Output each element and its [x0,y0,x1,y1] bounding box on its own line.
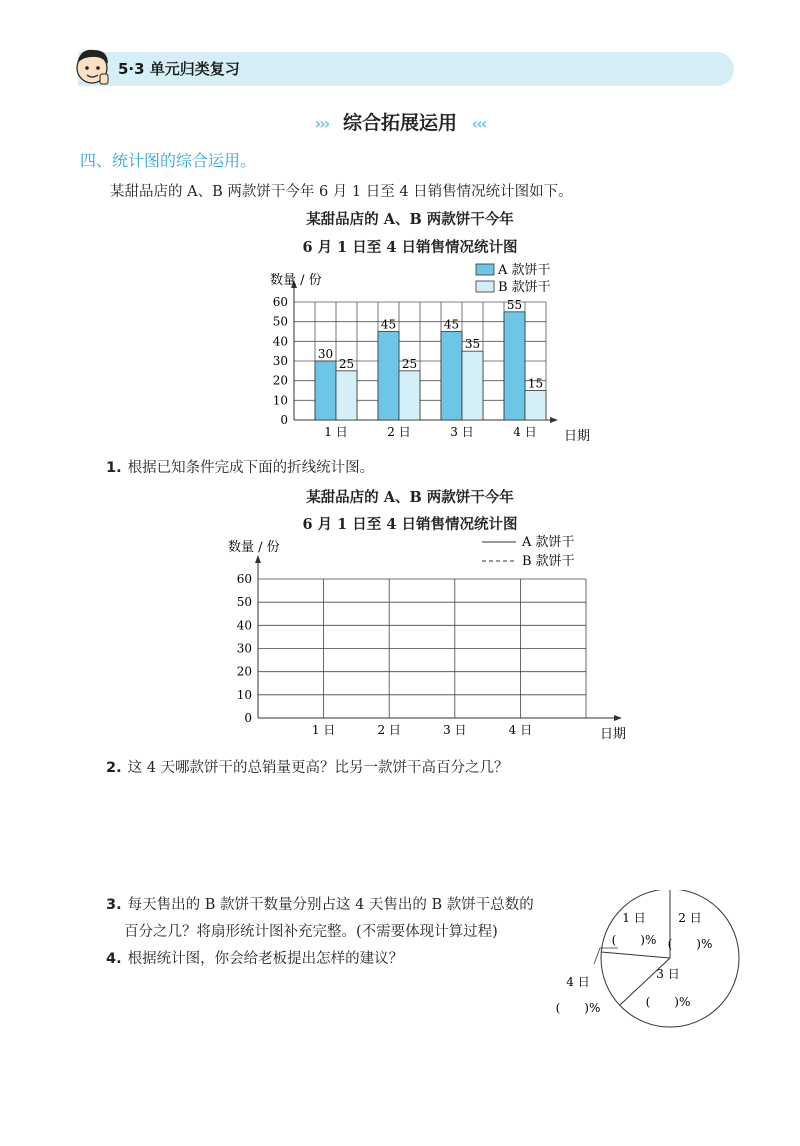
pie-slice-label: 3 日 [656,967,680,981]
bar-chart-title-1: 某甜品店的 A、B 两款饼干今年 [306,211,514,228]
pie-chart [550,890,750,1040]
y-tick-label: 30 [272,354,288,368]
legend-label: B 款饼干 [498,280,551,295]
x-tick-label: 1 日 [324,425,348,439]
question-2-number: 2. [106,760,122,776]
legend-label: B 款饼干 [522,554,575,569]
y-tick-label: 40 [236,618,252,633]
y-tick-label: 40 [272,334,288,349]
legend-swatch [476,281,494,292]
bar [462,351,483,420]
y-tick-label: 0 [280,413,288,427]
y-axis-label: 数量 / 份 [228,540,280,555]
bar-value-label: 45 [380,317,397,332]
line-chart-title-1: 某甜品店的 A、B 两款饼干今年 [306,489,514,506]
question-3 [106,893,534,914]
question-2-text: 这 4 天哪款饼干的总销量更高？比另一款饼干高百分之几？ [127,760,509,776]
bar-value-label: 30 [317,347,334,361]
x-axis-label: 日期 [600,727,627,742]
question-3-line-1: 每天售出的 B 款饼干数量分别占这 4 天售出的 B 款饼干总数的 [127,897,534,913]
pie-slice-label: 4 日 [566,975,590,989]
mascot-icon [68,42,116,90]
x-tick-label: 4 日 [508,723,533,737]
x-tick-label: 2 日 [377,723,401,737]
x-tick-label: 3 日 [443,723,467,737]
intro-text: 某甜品店的 A、B 两款饼干今年 6 月 1 日至 4 日销售情况统计图如下。 [110,184,573,200]
y-tick-label: 50 [272,314,288,329]
line-chart [220,533,640,743]
bar [336,371,357,420]
bar-chart-title-2: 6 月 1 日至 4 日销售情况统计图 [302,239,518,256]
section-title-text: 综合拓展运用 [342,112,457,134]
pie-slice-blank: ( )% [667,937,713,951]
y-tick-label: 60 [272,295,288,309]
legend-label: A 款饼干 [498,263,551,278]
question-1 [106,456,374,477]
header-title: 5·3 单元归类复习 [118,60,240,78]
x-tick-label: 1 日 [311,723,336,737]
legend-label: A 款饼干 [522,535,575,550]
x-tick-label: 4 日 [513,425,537,439]
line-chart-title-2: 6 月 1 日至 4 日销售情况统计图 [302,516,518,533]
y-tick-label: 10 [236,687,252,702]
x-axis-label: 日期 [564,429,590,444]
bar-chart [250,262,590,452]
y-tick-label: 10 [272,393,288,408]
question-2 [106,756,509,777]
bar-value-label: 55 [506,297,523,312]
bar-value-label: 45 [443,317,460,332]
x-tick-label: 2 日 [387,425,411,439]
question-3-line-2: 百分之几？将扇形统计图补充完整。(不需要体现计算过程) [124,924,498,940]
bar [378,332,399,421]
question-1-text: 根据已知条件完成下面的折线统计图。 [127,460,375,476]
bar [441,332,462,421]
y-tick-label: 20 [236,664,252,679]
pie-slice-label: 1 日 [622,911,646,925]
bar [399,371,420,420]
question-4 [106,947,403,968]
pie-slice-label: 2 日 [678,911,702,925]
y-axis-label: 数量 / 份 [270,273,322,288]
part-title: 四、统计图的综合运用。 [80,151,257,170]
bar [525,391,546,421]
x-axis-arrow-icon [614,715,622,721]
pie-slice-blank: ( )% [555,1001,601,1015]
pie-slice-blank: ( )% [645,995,691,1009]
y-tick-label: 0 [244,711,252,725]
pie-slice-blank: ( )% [611,933,657,947]
legend-swatch [476,264,494,275]
bar [504,312,525,420]
pie-leader-line [594,948,600,964]
bar-value-label: 15 [527,376,544,391]
section-title [0,108,800,135]
question-1-number: 1. [106,460,122,476]
question-3-number: 3. [106,897,122,913]
bar-value-label: 25 [338,356,355,371]
bar [315,361,336,420]
y-axis-arrow-icon [255,555,261,563]
x-tick-label: 3 日 [450,425,474,439]
left-arrows-icon: ››› [314,114,329,133]
question-4-text: 根据统计图，你会给老板提出怎样的建议？ [127,951,404,967]
x-axis-arrow-icon [550,417,558,423]
y-tick-label: 60 [236,572,252,586]
y-tick-label: 30 [236,641,252,656]
y-tick-label: 50 [236,595,252,610]
question-4-number: 4. [106,951,122,967]
bar-value-label: 35 [464,337,481,352]
right-arrows-icon: ‹‹‹ [471,114,486,133]
y-tick-label: 20 [272,373,288,388]
bar-value-label: 25 [401,356,418,371]
